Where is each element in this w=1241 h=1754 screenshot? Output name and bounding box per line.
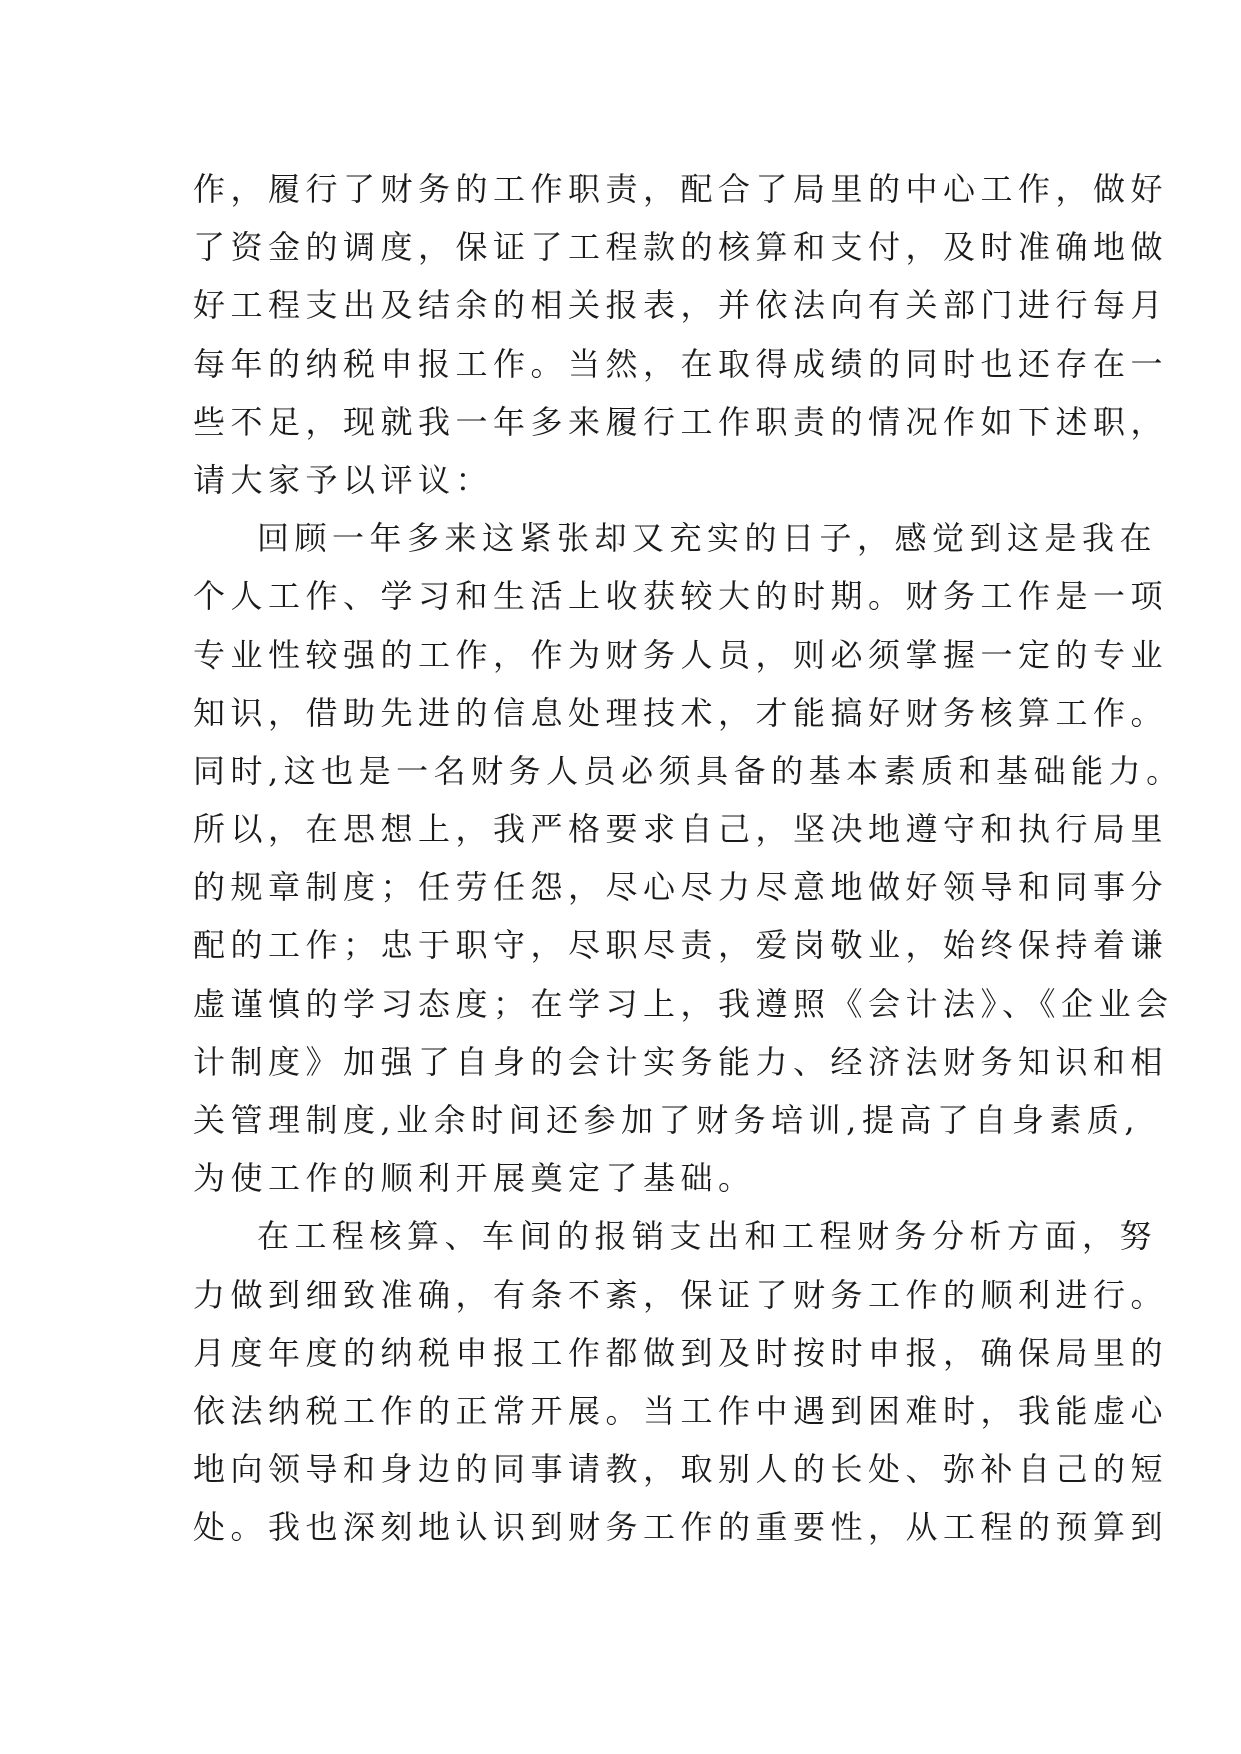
text-line: 每年的纳税申报工作。当然，在取得成绩的同时也还存在一: [193, 344, 1169, 383]
text-line: 专业性较强的工作，作为财务人员，则必须掌握一定的专业: [193, 635, 1169, 674]
paragraph-first-line: 在工程核算、车间的报销支出和工程财务分析方面，努: [257, 1217, 1158, 1256]
text-line: 配的工作；忠于职守，尽职尽责，爱岗敬业，始终保持着谦: [193, 926, 1169, 965]
text-line: 了资金的调度，保证了工程款的核算和支付，及时准确地做: [193, 228, 1169, 267]
paragraph-first-line: 回顾一年多来这紧张却又充实的日子，感觉到这是我在: [257, 519, 1158, 558]
text-line: 力做到细致准确，有条不紊，保证了财务工作的顺利进行。: [193, 1275, 1169, 1314]
body-text: [193, 160, 1184, 1557]
text-line: 虚谨慎的学习态度；在学习上，我遵照《会计法》、《企业会: [193, 984, 1174, 1023]
text-line: 为使工作的顺利开展奠定了基础。: [193, 1159, 756, 1198]
text-line: 关管理制度,业余时间还参加了财务培训,提高了自身素质,: [193, 1101, 1141, 1139]
text-line: 计制度》加强了自身的会计实务能力、经济法财务知识和相: [193, 1042, 1169, 1081]
text-line: 地向领导和身边的同事请教，取别人的长处、弥补自己的短: [193, 1450, 1169, 1489]
text-line: 个人工作、学习和生活上收获较大的时期。财务工作是一项: [193, 577, 1169, 616]
text-line: 好工程支出及结余的相关报表，并依法向有关部门进行每月: [193, 286, 1169, 325]
text-line: 的规章制度；任劳任怨，尽心尽力尽意地做好领导和同事分: [193, 868, 1169, 907]
text-line: 依法纳税工作的正常开展。当工作中遇到困难时，我能虚心: [193, 1391, 1169, 1430]
text-line: 些不足，现就我一年多来履行工作职责的情况作如下述职，: [193, 402, 1169, 441]
text-line: 所以，在思想上，我严格要求自己，坚决地遵守和执行局里: [193, 810, 1169, 849]
text-line: 作，履行了财务的工作职责，配合了局里的中心工作，做好: [193, 170, 1169, 208]
text-line: 请大家予以评议：: [193, 460, 494, 499]
text-line: 处。我也深刻地认识到财务工作的重要性，从工程的预算到: [193, 1508, 1169, 1547]
text-line: 月度年度的纳税申报工作都做到及时按时申报，确保局里的: [193, 1333, 1169, 1372]
text-line: 知识，借助先进的信息处理技术，才能搞好财务核算工作。: [193, 693, 1169, 732]
text-line: 同时,这也是一名财务人员必须具备的基本素质和基础能力。: [193, 751, 1184, 790]
